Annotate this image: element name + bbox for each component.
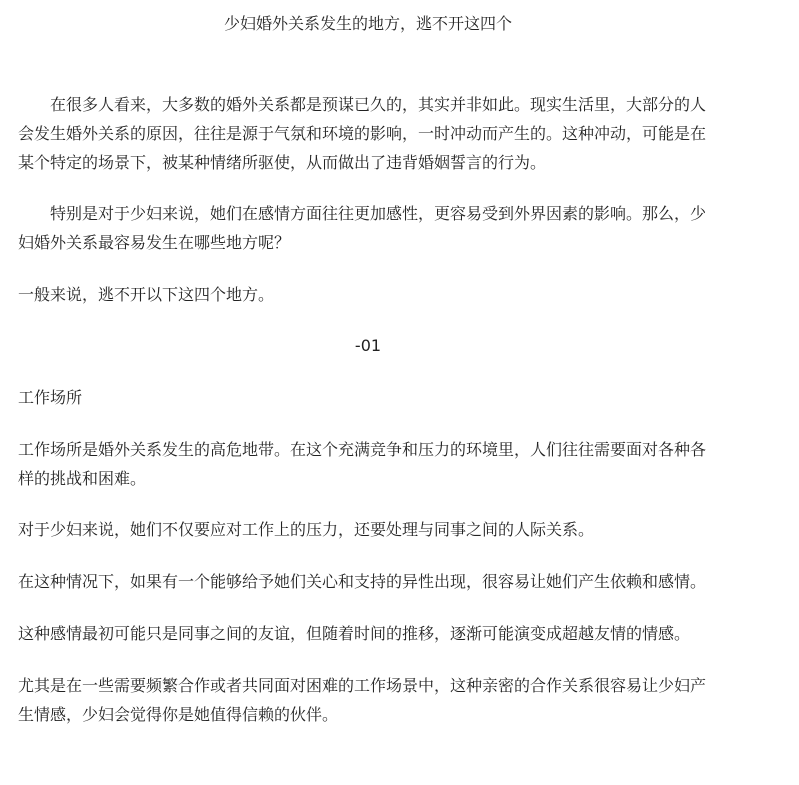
article-title: 少妇婚外关系发生的地方，逃不开这四个: [223, 14, 512, 33]
paragraph-workplace-4: 这种感情最初可能只是同事之间的友谊，但随着时间的推移，逐渐可能演变成超越友情的情感。: [18, 624, 691, 643]
section-marker: -01: [354, 336, 382, 355]
section-heading: 工作场所: [18, 388, 83, 407]
paragraph-workplace-5: 尤其是在一些需要频繁合作或者共同面对困难的工作场景中，这种亲密的合作关系很容易让少妇产生情感，少妇会觉得你是她值得信赖的伙伴。: [18, 676, 707, 724]
paragraph-workplace-1: 工作场所是婚外关系发生的高危地带。在这个充满竞争和压力的环境里，人们往往需要面对各种各样的挑战和困难。: [18, 440, 707, 488]
paragraph-generally: 一般来说，逃不开以下这四个地方。: [18, 285, 275, 304]
paragraph-intro: 在很多人看来，大多数的婚外关系都是预谋已久的，其实并非如此。现实生活里，大部分的人会发生婚外关系的原因，往往是源于气氛和环境的影响，一时冲动而产生的。这种冲动，可能是在某个特定的场景下，被某种情绪所驱使，从而做出了违背婚姻誓言的行为。: [18, 95, 707, 172]
paragraph-workplace-3: 在这种情况下，如果有一个能够给予她们关心和支持的异性出现，很容易让她们产生依赖和感情。: [18, 572, 707, 591]
paragraph-workplace-2: 对于少妇来说，她们不仅要应对工作上的压力，还要处理与同事之间的人际关系。: [18, 520, 595, 539]
paragraph-women: 特别是对于少妇来说，她们在感情方面往往更加感性，更容易受到外界因素的影响。那么，少妇婚外关系最容易发生在哪些地方呢？: [18, 204, 707, 252]
article: [18, 0, 718, 729]
